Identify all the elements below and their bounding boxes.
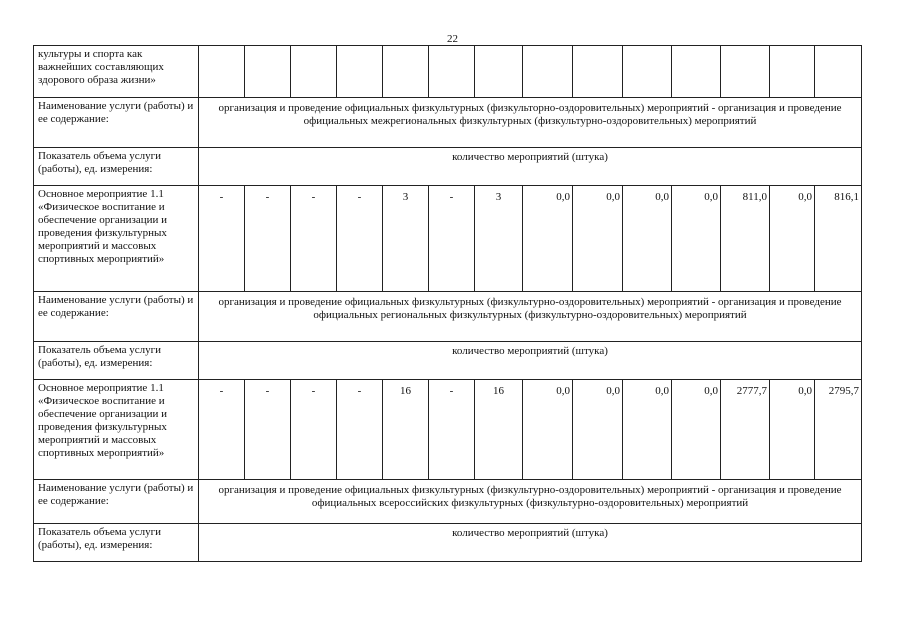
row-label: Наименование услуги (работы) и ее содержание:: [34, 292, 199, 342]
value-cell: -: [291, 186, 337, 292]
value-cell: 3: [475, 186, 523, 292]
value-cell: [245, 46, 291, 98]
value-cell: 0,0: [623, 380, 672, 480]
service-description-text: организация и проведение официальных физкультурных (физкульторно-оздоровительных) мероприятий - организация и проведение официальных межрегиональных физкультурных (физкультурно-оздоровительных) мероприятий: [199, 98, 862, 148]
value-cell: -: [429, 380, 475, 480]
row-label: культуры и спорта как важнейших составляющих здорового образа жизни»: [34, 46, 199, 98]
page-number: 22: [447, 33, 458, 45]
row-label: Наименование услуги (работы) и ее содержание:: [34, 98, 199, 148]
value-cell: 0,0: [523, 186, 573, 292]
value-cell: 0,0: [770, 186, 815, 292]
value-cell: 0,0: [623, 186, 672, 292]
description-row: [34, 98, 862, 148]
value-cell: -: [337, 186, 383, 292]
value-cell: -: [429, 186, 475, 292]
row-label: Наименование услуги (работы) и ее содержание:: [34, 480, 199, 524]
description-row: [34, 342, 862, 380]
service-description-text: организация и проведение официальных физкультурных (физкультурно-оздоровительных) мероприятий - организация и проведение официальных всероссийских физкультурных (физкультурно-оздоровительных) мероприятий: [199, 480, 862, 524]
value-cell: 0,0: [672, 380, 721, 480]
value-cell: 0,0: [573, 380, 623, 480]
value-cell: [383, 46, 429, 98]
value-cell: 0,0: [573, 186, 623, 292]
table-body: [34, 46, 862, 562]
row-label: Показатель объема услуги (работы), ед. измерения:: [34, 342, 199, 380]
value-cell: [721, 46, 770, 98]
row-label: Основное мероприятие 1.1 «Физическое воспитание и обеспечение организации и проведения физкультурных мероприятий и массовых спортивных мероприятий»: [34, 186, 199, 292]
description-row: [34, 524, 862, 562]
row-label: Показатель объема услуги (работы), ед. измерения:: [34, 524, 199, 562]
value-cell: 2777,7: [721, 380, 770, 480]
row-label: Показатель объема услуги (работы), ед. измерения:: [34, 148, 199, 186]
value-cell: 0,0: [770, 380, 815, 480]
description-row: [34, 480, 862, 524]
value-cell: 811,0: [721, 186, 770, 292]
value-cell: [815, 46, 862, 98]
value-cell: [337, 46, 383, 98]
service-description-text: организация и проведение официальных физкультурных (физкультурно-оздоровительных) мероприятий - организация и проведение официальных региональных физкультурных (физкультурно-оздоровительных) мероприятий: [199, 292, 862, 342]
value-cell: 0,0: [672, 186, 721, 292]
value-cell: -: [199, 380, 245, 480]
unit-of-measure-text: количество мероприятий (штука): [199, 342, 862, 380]
value-cell: [199, 46, 245, 98]
description-row: [34, 292, 862, 342]
unit-of-measure-text: количество мероприятий (штука): [199, 524, 862, 562]
value-cell: 16: [383, 380, 429, 480]
description-row: [34, 148, 862, 186]
value-cell: -: [245, 380, 291, 480]
value-cell: 3: [383, 186, 429, 292]
measure-row: [34, 380, 862, 480]
value-cell: [672, 46, 721, 98]
value-cell: 2795,7: [815, 380, 862, 480]
value-cell: -: [199, 186, 245, 292]
value-cell: -: [245, 186, 291, 292]
value-cell: [770, 46, 815, 98]
measure-row: [34, 46, 862, 98]
value-cell: -: [291, 380, 337, 480]
value-cell: [573, 46, 623, 98]
value-cell: [475, 46, 523, 98]
value-cell: -: [337, 380, 383, 480]
value-cell: [291, 46, 337, 98]
value-cell: 816,1: [815, 186, 862, 292]
value-cell: [429, 46, 475, 98]
row-label: Основное мероприятие 1.1 «Физическое воспитание и обеспечение организации и проведения физкультурных мероприятий и массовых спортивных мероприятий»: [34, 380, 199, 480]
measure-row: [34, 186, 862, 292]
value-cell: 0,0: [523, 380, 573, 480]
unit-of-measure-text: количество мероприятий (штука): [199, 148, 862, 186]
value-cell: 16: [475, 380, 523, 480]
value-cell: [523, 46, 573, 98]
program-table: [33, 45, 862, 562]
value-cell: [623, 46, 672, 98]
